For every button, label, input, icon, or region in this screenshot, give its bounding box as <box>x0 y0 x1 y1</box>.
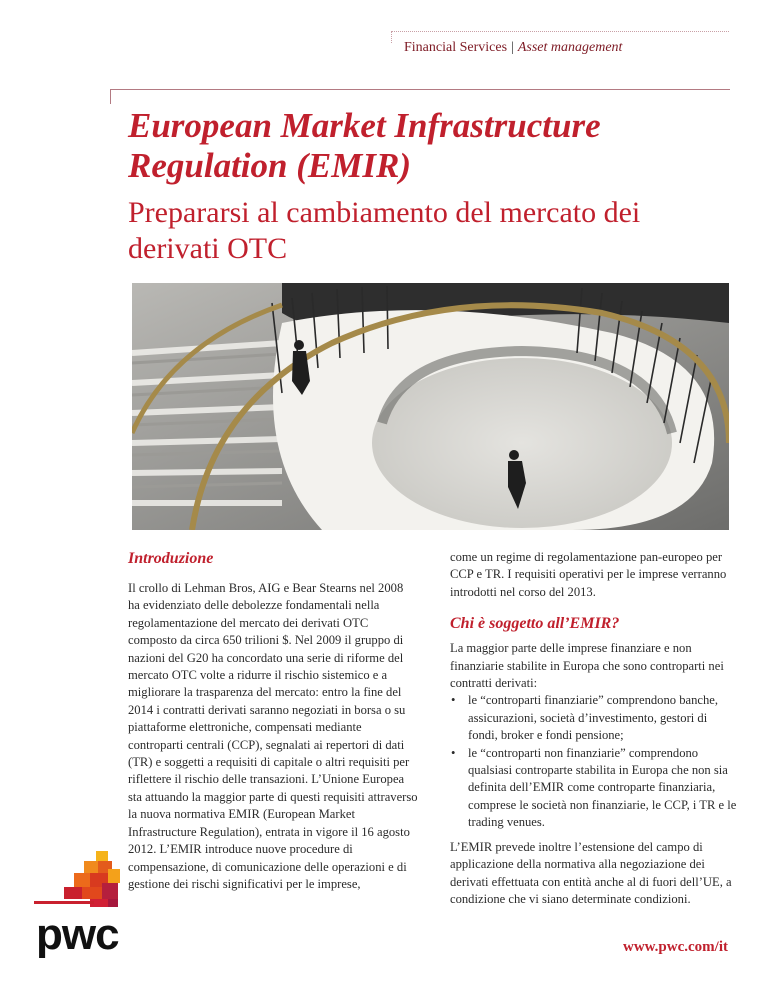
who-list <box>450 692 738 831</box>
pwc-logo-icon <box>34 851 126 963</box>
page-subtitle: Prepararsi al cambiamento del mercato dei derivati OTC <box>128 196 641 265</box>
intro-continuation: come un regime di regolamentazione pan-europeo per CCP e TR. I requisiti operativi per le imprese verranno introdotti nel corso del 2013. <box>450 550 727 599</box>
bullet-icon: • <box>451 745 456 760</box>
title-frame <box>110 89 730 104</box>
scope-paragraph: L’EMIR prevede inoltre l’estensione del campo di applicazione della normativa alla negoziazione dei derivati effettuata con entità anche al di fuori dell’UE, a condizione che vi siano determinate condizioni. <box>450 839 732 906</box>
who-heading: Chi è soggetto all’EMIR? <box>450 615 620 633</box>
intro-heading: Introduzione <box>128 550 214 567</box>
pwc-logo <box>34 851 126 963</box>
intro-body: Il crollo di Lehman Bros, AIG e Bear Stearns nel 2008 ha evidenziato delle debolezze fondamentali nella regolamentazione del mercato dei derivati OTC composto da circa 650 trilioni $. Nel 2009 il gruppo di nazioni del G20 ha concordato una serie di riforme del mercato OTC volte a ridurre il rischio sistemico e a migliorare la trasparenza del mercato: entro la fine del 2014 i contratti derivati saranno negoziati in borsa o su piattaforme elettroniche, compensati mediante controparti centrali (CCP), segnalati ai repertori di dati (TR) e soggetti a requisiti di capitale o altri requisiti per riflettere il rischio delle transazioni. L’Unione Europea sta attuando la maggior parte di questi requisiti attraverso la nuova normativa EMIR (European Market Infrastructure Regulation), entrata in vigore il 16 agosto 2012. L’EMIR introduce nuove procedure di compensazione, di comunicazione delle operazioni e di gestione dei rischi significativi per le imprese, <box>128 581 418 891</box>
header-divider <box>391 31 729 32</box>
page-title: European Market Infrastructure Regulation (EMIR) <box>128 106 601 185</box>
header-topic: Asset management <box>517 40 623 55</box>
svg-text:pwc: pwc <box>36 910 119 959</box>
bullet-icon: • <box>451 693 456 708</box>
right-column <box>450 549 738 908</box>
header-separator: | <box>511 40 514 55</box>
list-item: • le “controparti finanziarie” comprendono banche, assicurazioni, società d’investimento, gestori di fondi, broker e fondi pensione; <box>451 693 719 743</box>
hero-image <box>132 283 729 530</box>
website-link[interactable]: www.pwc.com/it <box>623 939 728 955</box>
header-divider-tick <box>391 31 392 43</box>
header-section: Financial Services <box>404 40 508 55</box>
who-intro: La maggior parte delle imprese finanziare e non finanziarie stabilite in Europa che sono controparti nei contratti derivati: <box>450 641 724 691</box>
list-item: • le “controparti non finanziarie” comprendono qualsiasi controparte stabilita in Europa che non sia definita dell’EMIR come controparte finanziaria, comprese le società non finanziarie, le CCP, i TR e le trading venues. <box>451 745 737 830</box>
header-breadcrumb <box>404 40 622 56</box>
spiral-staircase-photo-icon <box>132 283 729 530</box>
intro-column <box>128 549 418 893</box>
